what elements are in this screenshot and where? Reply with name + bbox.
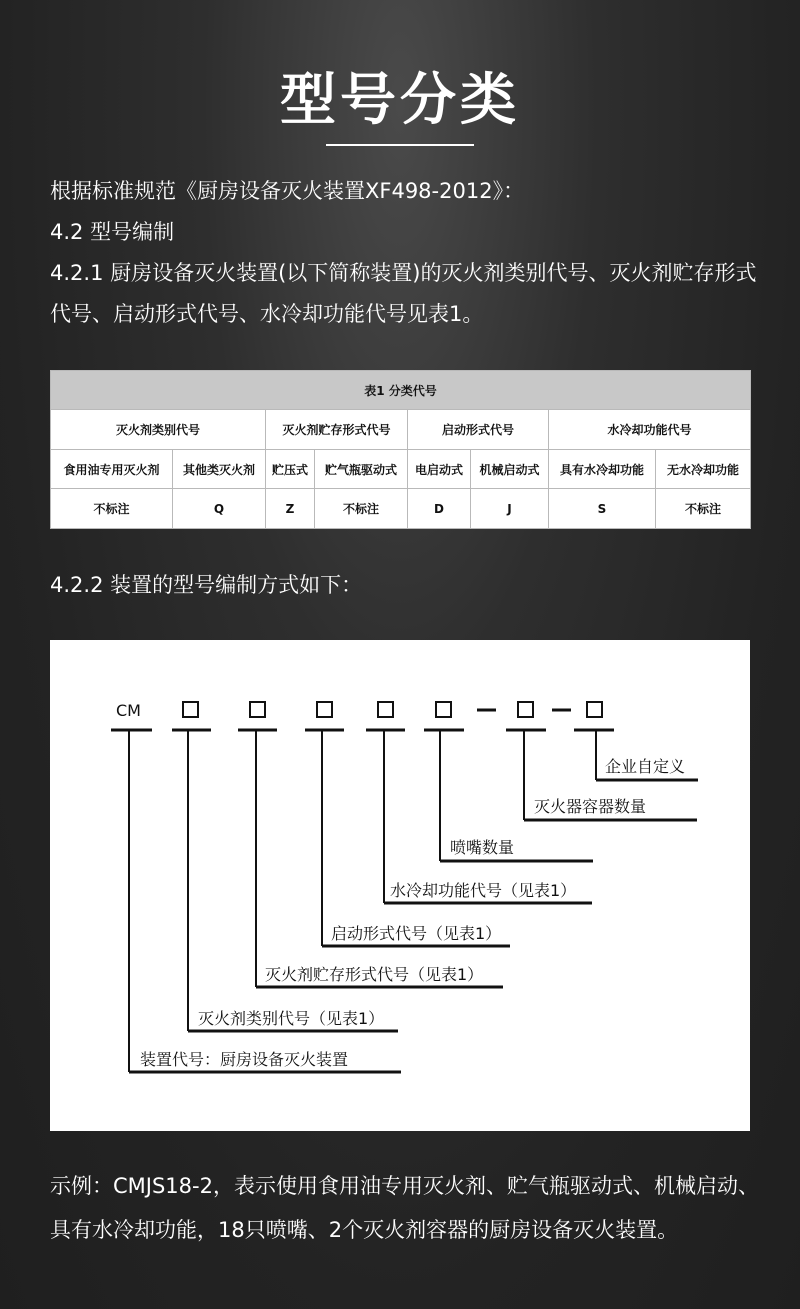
label-nozzle-count: 喷嘴数量 <box>450 838 515 857</box>
code-slot-box <box>378 702 393 717</box>
label-enterprise-defined: 企业自定义 <box>605 757 686 776</box>
code-cell: 不标注 <box>656 489 751 529</box>
code-cell: J <box>471 489 549 529</box>
title-underline <box>326 144 474 146</box>
section-4-2-1-text: 4.2.1 厨房设备灭火装置(以下简称装置)的灭火剂类别代号、灭火剂贮存形式代号、启动形式代号、水冷却功能代号见表1。 <box>50 261 757 326</box>
sub-header: 机械启动式 <box>471 450 549 489</box>
sub-header: 其他类灭火剂 <box>173 450 266 489</box>
sub-header: 食用油专用灭火剂 <box>51 450 173 489</box>
label-start-mode-code: 启动形式代号（见表1） <box>331 924 502 943</box>
group-header: 灭火剂贮存形式代号 <box>266 410 408 450</box>
group-header: 灭火剂类别代号 <box>51 410 266 450</box>
code-cell: D <box>408 489 471 529</box>
group-header: 水冷却功能代号 <box>549 410 751 450</box>
code-cell: Q <box>173 489 266 529</box>
model-code-diagram <box>50 640 750 1131</box>
code-cell: 不标注 <box>51 489 173 529</box>
code-cell: S <box>549 489 656 529</box>
code-cell: 不标注 <box>315 489 408 529</box>
classification-code-table <box>50 370 751 529</box>
sub-header: 电启动式 <box>408 450 471 489</box>
label-storage-form-code: 灭火剂贮存形式代号（见表1） <box>265 965 484 984</box>
code-cell: Z <box>266 489 315 529</box>
code-slot-box <box>250 702 265 717</box>
example-text: 示例：CMJS18-2，表示使用食用油专用灭火剂、贮气瓶驱动式、机械启动、具有水冷却功能，18只喷嘴、2个灭火剂容器的厨房设备灭火装置。 <box>50 1174 759 1242</box>
group-header: 启动形式代号 <box>408 410 549 450</box>
label-water-cooling-code: 水冷却功能代号（见表1） <box>390 881 577 900</box>
model-prefix: CM <box>116 701 141 720</box>
page-title: 型号分类 <box>280 68 520 133</box>
model-code-diagram-svg <box>50 640 750 1131</box>
section-4-2-2-heading: 4.2.2 装置的型号编制方式如下： <box>50 573 363 597</box>
code-slot-box <box>518 702 533 717</box>
standard-reference: 根据标准规范《厨房设备灭火装置XF498-2012》： <box>50 179 525 203</box>
code-slot-box <box>317 702 332 717</box>
code-slot-box <box>436 702 451 717</box>
label-device-code: 装置代号：厨房设备灭火装置 <box>140 1050 349 1069</box>
sub-header: 贮气瓶驱动式 <box>315 450 408 489</box>
section-4-2-heading: 4.2 型号编制 <box>50 220 175 244</box>
code-slot-box <box>183 702 198 717</box>
code-slot-box <box>587 702 602 717</box>
sub-header: 具有水冷却功能 <box>549 450 656 489</box>
label-container-count: 灭火器容器数量 <box>534 797 647 816</box>
table-caption: 表1 分类代号 <box>51 371 751 410</box>
label-agent-type-code: 灭火剂类别代号（见表1） <box>198 1009 385 1028</box>
sub-header: 贮压式 <box>266 450 315 489</box>
sub-header: 无水冷却功能 <box>656 450 751 489</box>
